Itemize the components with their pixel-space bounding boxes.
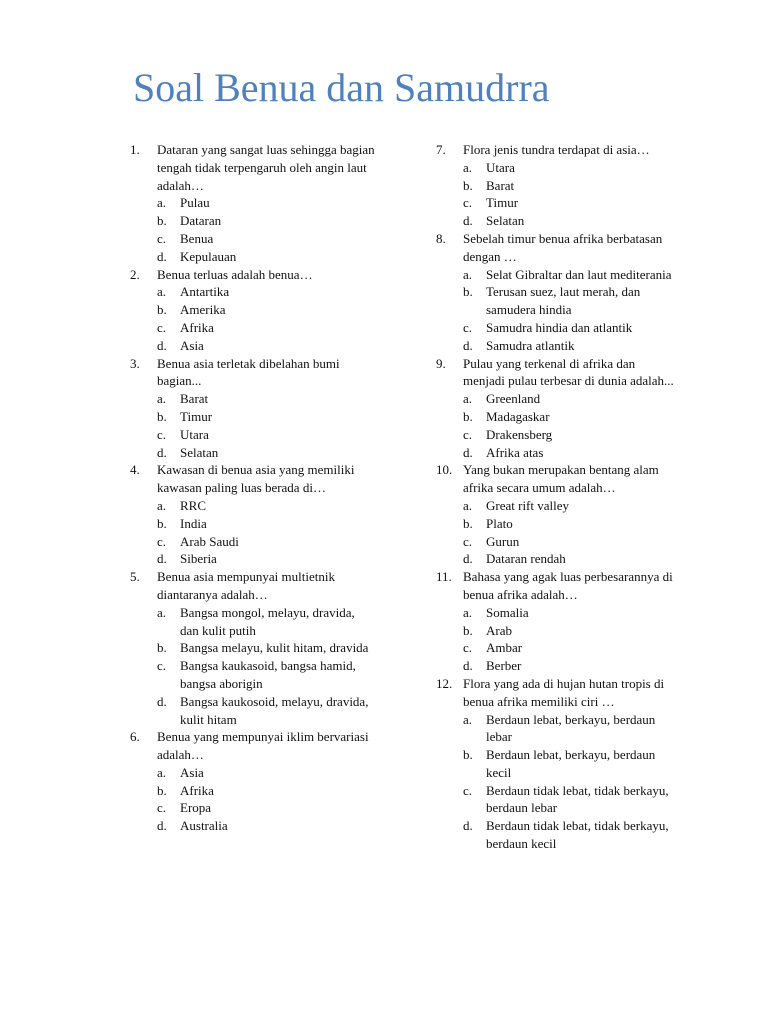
question-item	[436, 461, 676, 568]
option-letter: d.	[463, 658, 473, 674]
option-letter: a.	[157, 195, 167, 211]
option-text: Berdaun lebat, berkayu, berdaun lebar	[486, 711, 656, 745]
question-text: Benua yang mempunyai iklim bervariasi adalah…	[157, 729, 369, 763]
option-text: Gurun	[486, 533, 520, 549]
answer-option	[157, 533, 375, 551]
answer-option	[463, 550, 676, 568]
question-number: 3.	[130, 355, 140, 371]
option-letter: b.	[463, 408, 473, 424]
option-letter: a.	[463, 497, 473, 513]
question-number: 8.	[436, 230, 446, 246]
option-text: Utara	[180, 426, 209, 442]
option-text: Barat	[180, 391, 209, 407]
question-item	[436, 568, 676, 675]
question-item	[130, 461, 375, 568]
answer-option	[463, 319, 676, 337]
option-letter: c.	[463, 640, 473, 656]
option-text: Bangsa melayu, kulit hitam, dravida	[180, 640, 369, 656]
answer-option	[463, 177, 676, 195]
question-number: 12.	[436, 675, 453, 691]
question-item	[130, 355, 375, 462]
answer-option	[157, 444, 375, 462]
option-text: Ambar	[486, 640, 523, 656]
question-text: Benua asia terletak dibelahan bumi bagian...	[157, 355, 340, 389]
question-number: 2.	[130, 266, 140, 282]
option-text: Arab Saudi	[180, 533, 239, 549]
option-text: Great rift valley	[486, 497, 570, 513]
option-letter: b.	[157, 408, 167, 424]
option-letter: d.	[157, 337, 167, 353]
option-letter: b.	[157, 213, 167, 229]
option-text: Plato	[486, 515, 513, 531]
option-text: Samudra atlantik	[486, 337, 575, 353]
option-letter: d.	[463, 213, 473, 229]
question-number: 1.	[130, 142, 140, 157]
option-text: Siberia	[180, 551, 217, 567]
option-letter: b.	[157, 782, 167, 798]
question-item	[130, 141, 375, 266]
option-text: Greenland	[486, 391, 541, 407]
answer-option	[463, 533, 676, 551]
option-text: Afrika	[180, 319, 214, 335]
option-letter: c.	[157, 319, 167, 335]
option-letter: d.	[463, 337, 473, 353]
option-letter: c.	[157, 800, 167, 816]
answer-option	[157, 817, 375, 835]
option-text: Amerika	[180, 302, 226, 318]
option-letter: c.	[463, 782, 473, 798]
option-letter: a.	[157, 497, 167, 513]
question-text: Flora jenis tundra terdapat di asia…	[463, 142, 650, 157]
option-text: Somalia	[486, 604, 529, 620]
option-text: India	[180, 515, 207, 531]
option-letter: a.	[157, 604, 167, 620]
answer-option	[157, 693, 375, 729]
option-letter: d.	[157, 444, 167, 460]
option-text: Bangsa kaukasoid, bangsa hamid, bangsa aborigin	[180, 658, 356, 691]
option-text: Berber	[486, 658, 522, 674]
option-letter: c.	[463, 426, 473, 442]
answer-option	[463, 408, 676, 426]
answer-option	[157, 764, 375, 782]
option-text: Selatan	[486, 213, 525, 229]
option-letter: a.	[463, 391, 473, 407]
answer-option	[463, 657, 676, 675]
option-letter: c.	[157, 658, 167, 674]
answer-option	[157, 194, 375, 212]
question-text: Sebelah timur benua afrika berbatasan dengan …	[463, 230, 663, 264]
option-text: Timur	[180, 408, 213, 424]
answer-option	[157, 319, 375, 337]
answer-option	[157, 799, 375, 817]
option-text: Terusan suez, laut merah, dan samudera hindia	[486, 284, 641, 318]
question-column-left	[130, 141, 375, 835]
option-text: Berdaun tidak lebat, tidak berkayu, berdaun lebar	[486, 782, 669, 816]
option-letter: d.	[463, 551, 473, 567]
option-text: Dataran	[180, 213, 222, 229]
answer-option	[157, 639, 375, 657]
question-item	[130, 568, 375, 728]
question-text: Bahasa yang agak luas perbesarannya di benua afrika adalah…	[463, 569, 673, 602]
option-letter: d.	[157, 693, 167, 709]
option-letter: a.	[157, 391, 167, 407]
option-text: Australia	[180, 818, 228, 834]
option-letter: a.	[463, 266, 473, 282]
question-item	[436, 675, 676, 853]
option-text: Benua	[180, 230, 214, 246]
option-text: Arab	[486, 622, 512, 638]
answer-option	[463, 817, 676, 853]
answer-option	[463, 337, 676, 355]
document-title: Soal Benua dan Samudrra	[133, 65, 550, 110]
option-letter: d.	[157, 551, 167, 567]
question-number: 5.	[130, 569, 140, 585]
option-text: Afrika atas	[486, 444, 544, 460]
option-text: Pulau	[180, 195, 210, 211]
option-letter: d.	[157, 248, 167, 264]
answer-option	[463, 639, 676, 657]
option-letter: d.	[463, 444, 473, 460]
option-text: RRC	[180, 497, 207, 513]
answer-option	[157, 248, 375, 266]
question-number: 4.	[130, 462, 140, 478]
answer-option	[157, 230, 375, 248]
option-text: Antartika	[180, 284, 230, 300]
answer-option	[463, 746, 676, 782]
answer-option	[463, 604, 676, 622]
option-text: Drakensberg	[486, 426, 553, 442]
option-text: Asia	[180, 764, 204, 780]
option-text: Dataran rendah	[486, 551, 566, 567]
answer-option	[157, 283, 375, 301]
answer-option	[157, 408, 375, 426]
option-text: Afrika	[180, 782, 214, 798]
option-text: Berdaun lebat, berkayu, berdaun kecil	[486, 747, 656, 780]
option-text: Madagaskar	[486, 408, 550, 424]
question-text: Pulau yang terkenal di afrika dan menjadi pulau terbesar di dunia adalah...	[463, 355, 674, 389]
answer-option	[463, 444, 676, 462]
option-text: Barat	[486, 177, 515, 193]
option-letter: c.	[157, 230, 167, 246]
answer-option	[463, 390, 676, 408]
option-letter: a.	[157, 764, 167, 780]
answer-option	[157, 426, 375, 444]
option-letter: b.	[463, 515, 473, 531]
answer-option	[157, 550, 375, 568]
option-text: Bangsa mongol, melayu, dravida, dan kulit putih	[180, 604, 355, 638]
option-text: Selat Gibraltar dan laut mediterania	[486, 266, 672, 282]
option-text: Bangsa kaukosoid, melayu, dravida, kulit hitam	[180, 693, 369, 727]
option-letter: d.	[157, 818, 167, 834]
option-letter: a.	[463, 604, 473, 620]
question-item	[130, 266, 375, 355]
answer-option	[157, 604, 375, 640]
option-text: Eropa	[180, 800, 212, 816]
answer-option	[463, 515, 676, 533]
option-letter: b.	[463, 747, 473, 763]
question-text: Flora yang ada di hujan hutan tropis di benua afrika memiliki ciri …	[463, 675, 665, 709]
option-letter: d.	[463, 818, 473, 834]
question-item	[130, 728, 375, 835]
option-letter: c.	[157, 426, 167, 442]
option-letter: b.	[157, 515, 167, 531]
option-letter: a.	[463, 711, 473, 727]
option-text: Utara	[486, 159, 515, 175]
question-number: 9.	[436, 355, 446, 371]
option-letter: c.	[463, 533, 473, 549]
question-text: Benua asia mempunyai multietnik diantaranya adalah…	[157, 569, 335, 602]
question-number: 6.	[130, 729, 140, 745]
answer-option	[463, 426, 676, 444]
question-column-right	[436, 141, 676, 853]
question-text: Dataran yang sangat luas sehingga bagian tengah tidak terpengaruh oleh angin laut adalah…	[157, 142, 375, 193]
answer-option	[463, 194, 676, 212]
answer-option	[157, 515, 375, 533]
question-item	[436, 230, 676, 355]
question-number: 7.	[436, 142, 446, 157]
option-letter: a.	[157, 284, 167, 300]
answer-option	[463, 266, 676, 284]
option-letter: b.	[157, 640, 167, 656]
answer-option	[463, 212, 676, 230]
question-text: Benua terluas adalah benua…	[157, 266, 313, 282]
option-letter: b.	[463, 177, 473, 193]
option-text: Selatan	[180, 444, 219, 460]
answer-option	[157, 212, 375, 230]
answer-option	[463, 159, 676, 177]
option-text: Kepulauan	[180, 248, 237, 264]
answer-option	[157, 301, 375, 319]
question-text: Yang bukan merupakan bentang alam afrika secara umum adalah…	[463, 462, 659, 496]
question-number: 10.	[436, 462, 453, 478]
answer-option	[157, 657, 375, 693]
question-item	[436, 355, 676, 462]
option-letter: c.	[463, 319, 473, 335]
option-letter: c.	[463, 195, 473, 211]
option-text: Timur	[486, 195, 519, 211]
answer-option	[463, 283, 676, 319]
answer-option	[463, 622, 676, 640]
answer-option	[463, 782, 676, 818]
option-text: Berdaun tidak lebat, tidak berkayu, berdaun kecil	[486, 818, 669, 852]
answer-option	[157, 782, 375, 800]
option-letter: a.	[463, 159, 473, 175]
answer-option	[157, 390, 375, 408]
option-letter: b.	[463, 284, 473, 300]
option-letter: b.	[463, 622, 473, 638]
question-number: 11.	[436, 569, 452, 585]
option-letter: b.	[157, 302, 167, 318]
option-letter: c.	[157, 533, 167, 549]
option-text: Samudra hindia dan atlantik	[486, 319, 633, 335]
answer-option	[157, 497, 375, 515]
question-text: Kawasan di benua asia yang memiliki kawasan paling luas berada di…	[157, 462, 355, 496]
answer-option	[157, 337, 375, 355]
option-text: Asia	[180, 337, 204, 353]
question-item	[436, 141, 676, 230]
answer-option	[463, 497, 676, 515]
answer-option	[463, 711, 676, 747]
